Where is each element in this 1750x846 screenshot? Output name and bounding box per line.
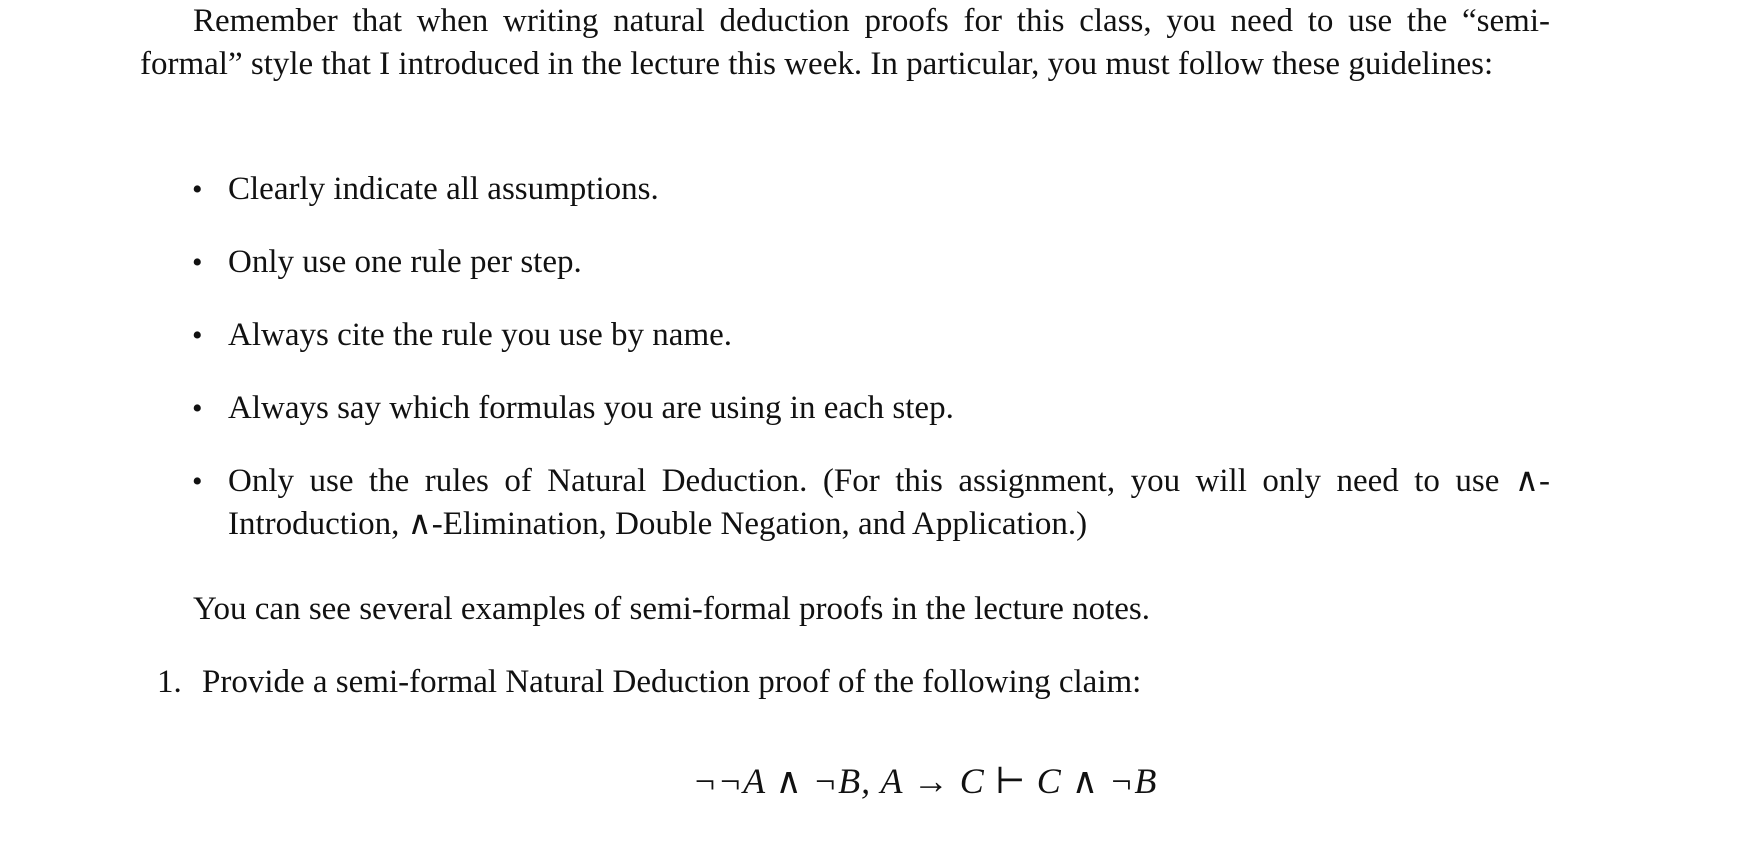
bullet-icon: • bbox=[192, 246, 203, 279]
closing-paragraph: You can see several examples of semi-formal proofs in the lecture notes. bbox=[193, 591, 1151, 627]
list-item-text: Always cite the rule you use by name. bbox=[228, 317, 733, 353]
list-item-text: Always say which formulas you are using in each step. bbox=[228, 390, 954, 426]
list-item bbox=[192, 314, 1550, 357]
question-text: Provide a semi-formal Natural Deduction proof of the following claim: bbox=[202, 664, 1142, 700]
list-item bbox=[192, 387, 1550, 430]
list-item bbox=[192, 241, 1550, 284]
question-1 bbox=[157, 661, 1550, 704]
bullet-icon: • bbox=[192, 392, 203, 425]
list-item-text: Clearly indicate all assumptions. bbox=[228, 171, 659, 207]
bullet-icon: • bbox=[192, 319, 203, 352]
bullet-icon: • bbox=[192, 173, 203, 206]
question-number: 1. bbox=[157, 664, 182, 700]
list-item bbox=[192, 460, 1550, 546]
sequent-formula: ¬¬A ∧ ¬B, A → C ⊢ C ∧ ¬B bbox=[692, 761, 1158, 801]
list-item bbox=[192, 168, 1550, 211]
bullet-icon: • bbox=[192, 465, 203, 498]
intro-paragraph: Remember that when writing natural deduction proofs for this class, you need to use the “semi-formal” style that I introduced in the lecture this week. In particular, you must follow these guidelines: bbox=[140, 3, 1550, 82]
list-item-text: Only use one rule per step. bbox=[228, 244, 582, 280]
formula-display bbox=[0, 760, 1750, 802]
list-item-text: Only use the rules of Natural Deduction. (For this assignment, you will only need to use ∧-Introduction, ∧-Elimination, Double Negation, and Application.) bbox=[228, 463, 1550, 542]
